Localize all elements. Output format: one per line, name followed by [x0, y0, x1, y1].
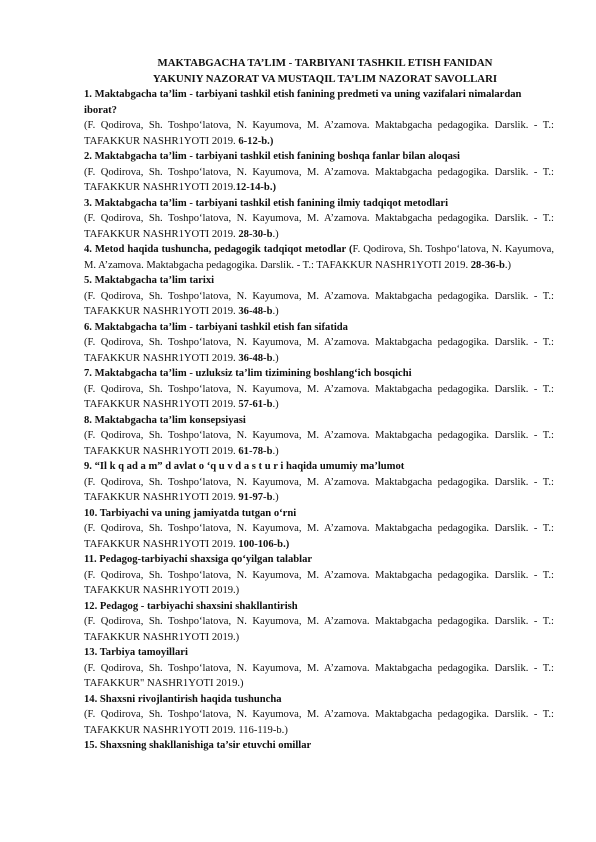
reference-pages: 57-61-b: [238, 399, 273, 410]
question-item: [84, 459, 554, 506]
reference-tail: .): [272, 306, 279, 317]
question-item: [84, 552, 554, 599]
question-text: 8. Maktabgacha ta’lim konsepsiyasi: [84, 414, 246, 426]
question-text: 13. Tarbiya tamoyillari: [84, 647, 188, 658]
question-item: [84, 87, 554, 149]
reference-pages: 28-30-b: [238, 228, 273, 240]
reference-pages: 36-48-b: [238, 306, 273, 317]
reference-pages: 6-12-b.): [238, 135, 274, 147]
question-text: 15. Shaxsning shakllanishiga ta’sir etuvchi omillar: [84, 740, 312, 751]
question-item: [84, 413, 554, 460]
title-line-1: MAKTABGACHA TA’LIM - TARBIYANI TASHKIL ETISH FANIDAN: [157, 57, 493, 69]
title-line-2: YAKUNIY NAZORAT VA MUSTAQIL TA’LIM NAZORAT SAVOLLARI: [152, 72, 498, 85]
question-item: [84, 645, 554, 692]
reference-pages: 28-36-b: [470, 259, 505, 271]
question-item: [84, 506, 554, 553]
reference-text: F. Qodirova, Sh. Toshpo‘latova, N. Kayumova, M. A’zamova. Maktabgacha pedagogika. Darslik. - T.: TAFAKKUR NASHR1YOTI 2019.: [84, 244, 554, 271]
reference-text: (F. Qodirova, Sh. Toshpo‘latova, N. Kayumova, M. A’zamova. Maktabgacha pedagogika. Darslik. - T.: TAFAKKUR NASHR1YOTI 2019.: [84, 337, 554, 364]
document-page: [84, 56, 554, 754]
reference-text: (F. Qodirova, Sh. Toshpo‘latova, N. Kayumova, M. A’zamova. Maktabgacha pedagogika. Darslik. - T.: TAFAKKUR NASHR1YOTI 2019.: [84, 166, 554, 193]
reference-text: (F. Qodirova, Sh. Toshpo‘latova, N. Kayumova, M. A’zamova. Maktabgacha pedagogika. Darslik. - T.: TAFAKKUR NASHR1YOTI 2019.: [84, 383, 554, 410]
reference-pages: 61-78-b: [238, 445, 273, 457]
question-list: [84, 87, 554, 754]
question-text: 1. Maktabgacha ta’lim - tarbiyani tashkil etish fanining predmeti va uning vazifalari nimalardan iborat?: [84, 89, 522, 116]
reference-text: (F. Qodirova, Sh. Toshpo‘latova, N. Kayumova, M. A’zamova. Maktabgacha pedagogika. Darslik. - T.: TAFAKKUR NASHR1YOTI 2019.: [84, 213, 554, 240]
question-text: 9. “Il k q ad a m” d avlat o ‘q u v d a s t u r i haqida umumiy ma’lumot: [84, 461, 405, 472]
reference-text: (F. Qodirova, Sh. Toshpo‘latova, N. Kayumova, M. A’zamova. Maktabgacha pedagogika. Darslik. - T.: TAFAKKUR" NASHR1YOTI 2019.): [84, 662, 554, 689]
question-item: [84, 366, 554, 413]
reference-tail: .): [272, 445, 279, 457]
question-text: 3. Maktabgacha ta’lim - tarbiyani tashkil etish fanining ilmiy tadqiqot metodlari: [84, 197, 449, 209]
question-item: [84, 599, 554, 646]
reference-pages: 12-14-b.): [235, 182, 276, 193]
question-item: [84, 738, 554, 754]
reference: [84, 382, 554, 413]
reference-text: (F. Qodirova, Sh. Toshpo‘latova, N. Kayumova, M. A’zamova. Maktabgacha pedagogika. Darslik. - T.: TAFAKKUR NASHR1YOTI 2019.: [84, 476, 554, 503]
reference-tail: .): [272, 352, 279, 364]
reference-pages: 100-106-b.): [238, 538, 290, 550]
reference: [84, 289, 554, 320]
reference-tail: .): [272, 492, 279, 503]
question-item: [84, 273, 554, 320]
question-text: 11. Pedagog-tarbiyachi shaxsiga qo‘yilgan talablar: [84, 554, 313, 565]
question-with-reference: [84, 242, 554, 273]
reference-tail: .): [272, 228, 279, 240]
reference-pages: 36-48-b: [238, 352, 273, 364]
question-item: [84, 196, 554, 243]
question-text: 5. Maktabgacha ta’lim tarixi: [84, 275, 215, 286]
reference: [84, 475, 554, 506]
question-text: 6. Maktabgacha ta’lim - tarbiyani tashkil etish fan sifatida: [84, 321, 348, 333]
reference-text: (F. Qodirova, Sh. Toshpo‘latova, N. Kayumova, M. A’zamova. Maktabgacha pedagogika. Darslik. - T.: TAFAKKUR NASHR1YOTI 2019.): [84, 616, 554, 643]
question-text: 10. Tarbiyachi va uning jamiyatda tutgan o‘rni: [84, 507, 297, 519]
question-item: [84, 320, 554, 367]
question-item: [84, 692, 554, 739]
reference: [84, 521, 554, 552]
document-title: [90, 56, 560, 87]
reference-text: (F. Qodirova, Sh. Toshpo‘latova, N. Kayumova, M. A’zamova. Maktabgacha pedagogika. Darslik. - T.: TAFAKKUR NASHR1YOTI 2019.: [84, 290, 554, 317]
reference: [84, 165, 554, 196]
reference-tail: .): [272, 399, 279, 410]
reference-pages: 91-97-b: [238, 492, 273, 503]
question-item: [84, 242, 554, 273]
reference: [84, 707, 554, 738]
reference-text: (F. Qodirova, Sh. Toshpo‘latova, N. Kayumova, M. A’zamova. Maktabgacha pedagogika. Darslik. - T.: TAFAKKUR NASHR1YOTI 2019. 116-119-b.): [84, 709, 554, 736]
question-text: 14. Shaxsni rivojlantirish haqida tushuncha: [84, 693, 282, 705]
reference: [84, 211, 554, 242]
reference-text: (F. Qodirova, Sh. Toshpo‘latova, N. Kayumova, M. A’zamova. Maktabgacha pedagogika. Darslik. - T.: TAFAKKUR NASHR1YOTI 2019.): [84, 569, 554, 596]
question-item: [84, 149, 554, 196]
reference: [84, 661, 554, 692]
reference: [84, 118, 554, 149]
reference: [84, 428, 554, 459]
reference-tail: .): [504, 259, 512, 271]
reference-text: (F. Qodirova, Sh. Toshpo‘latova, N. Kayumova, M. A’zamova. Maktabgacha pedagogika. Darslik. - T.: TAFAKKUR NASHR1YOTI 2019.: [84, 430, 554, 457]
reference: [84, 335, 554, 366]
question-text: 12. Pedagog - tarbiyachi shaxsini shakllantirish: [84, 600, 298, 612]
question-text: 2. Maktabgacha ta’lim - tarbiyani tashkil etish fanining boshqa fanlar bilan aloqasi: [84, 151, 460, 162]
reference-text: (F. Qodirova, Sh. Toshpo‘latova, N. Kayumova, M. A’zamova. Maktabgacha pedagogika. Darslik. - T.: TAFAKKUR NASHR1YOTI 2019.: [84, 523, 554, 550]
question-text: 4. Metod haqida tushuncha, pedagogik tadqiqot metodlar (: [84, 244, 353, 255]
reference-text: (F. Qodirova, Sh. Toshpo‘latova, N. Kayumova, M. A’zamova. Maktabgacha pedagogika. Darslik. - T.: TAFAKKUR NASHR1YOTI 2019.: [84, 120, 554, 147]
question-text: 7. Maktabgacha ta’lim - uzluksiz ta’lim tizimining boshlang‘ich bosqichi: [84, 368, 412, 379]
reference: [84, 568, 554, 599]
reference: [84, 614, 554, 645]
